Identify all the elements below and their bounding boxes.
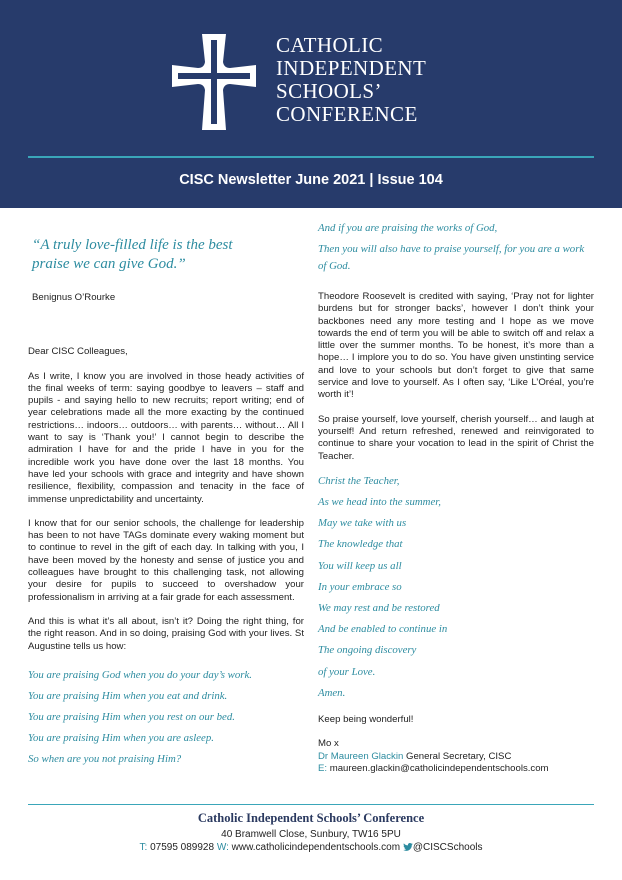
- pull-quote: [32, 236, 304, 274]
- signatory-title: General Secretary, CISC: [403, 750, 512, 762]
- org-name: [276, 34, 426, 126]
- verse-line: You are praising Him when you are asleep.: [28, 731, 214, 744]
- phone-label: T:: [139, 842, 151, 853]
- body-paragraph: As I write, I know you are involved in those heady activities of the final weeks of term: saying goodbye to leavers – staff and pupils - and saying hello to new recruits; report writing; end of year celebrations made all the more exacting by the continued restrictions… indoors… outdoors… with parents… without… All I want to say is ‘Thank you!’ I cannot begin to describe the admiration I have for and the pride I have in you for the incredible work you have done over the last 18 months. You have led your schools with grace and integrity and have shown resilience, flexibility, compassion and tenacity in the face of immense unpredictability and uncertainty.: [28, 370, 304, 505]
- org-name-line: INDEPENDENT: [276, 56, 427, 80]
- verse-line: You are praising Him when you eat and drink.: [28, 689, 228, 702]
- poem-line: Amen.: [318, 686, 346, 699]
- verse-line: You are praising Him when you rest on our bed.: [28, 710, 235, 723]
- org-name-line: SCHOOLS’: [276, 79, 382, 103]
- pull-quote-line: “A truly love-filled life is the best: [32, 237, 233, 253]
- footer-org-name: Catholic Independent Schools’ Conference: [197, 811, 425, 825]
- verse-line: You are praising God when you do your day’s work.: [28, 668, 252, 681]
- closing-line: Keep being wonderful!: [318, 714, 414, 726]
- prayer-poem: [318, 471, 594, 704]
- signature-block: [318, 738, 594, 775]
- org-name-line: CATHOLIC: [276, 33, 384, 57]
- poem-line: In your embrace so: [318, 580, 402, 593]
- augustine-verse: [28, 665, 304, 770]
- poem-line: As we head into the summer,: [318, 496, 441, 509]
- poem-line: And be enabled to continue in: [318, 623, 448, 636]
- signatory-line: [318, 751, 594, 763]
- poem-line: May we take with us: [318, 517, 407, 530]
- email-link[interactable]: maureen.glackin@catholicindependentschools.com: [329, 762, 549, 774]
- pull-quote-line: praise we can give God.”: [32, 256, 186, 272]
- poem-line: The ongoing discovery: [318, 644, 417, 657]
- poem-line: We may rest and be restored: [318, 602, 440, 615]
- org-name-line: CONFERENCE: [276, 102, 418, 126]
- verse-line: So when are you not praising Him?: [28, 752, 182, 765]
- greeting: Dear CISC Colleagues,: [28, 346, 128, 358]
- web-label: W:: [214, 842, 232, 853]
- body-paragraph: So praise yourself, love yourself, cherish yourself… and laugh at yourself! And return refreshed, renewed and reinvigorated to continue to share your vocation to lead in the spirit of Christ the Teacher.: [318, 413, 594, 462]
- poem-line: The knowledge that: [318, 538, 403, 551]
- verse-line: Then you will also have to praise yourself, for you are a work of God.: [318, 243, 585, 272]
- augustine-verse-continued: [318, 220, 594, 275]
- quote-attribution: Benignus O’Rourke: [32, 292, 116, 303]
- phone-number[interactable]: 07595 089928: [150, 842, 215, 853]
- poem-line: Christ the Teacher,: [318, 474, 400, 487]
- verse-line: And if you are praising the works of God,: [318, 222, 498, 234]
- header-divider: [28, 156, 594, 158]
- footer-contact: [0, 841, 622, 855]
- header-banner: [0, 0, 622, 208]
- body-paragraph: And this is what it’s all about, isn’t it? Doing the right thing, for the right reason. And in so doing, praising God with your lives. St Augustine tells us how:: [28, 615, 304, 652]
- poem-line: of your Love.: [318, 665, 376, 678]
- email-label: E:: [318, 762, 330, 774]
- sign-off: Mo x: [318, 738, 339, 750]
- twitter-bird-icon: [403, 843, 413, 851]
- twitter-handle[interactable]: @CISCSchools: [412, 842, 483, 853]
- right-column: [318, 220, 594, 775]
- email-line: [318, 763, 594, 775]
- left-column: [28, 236, 304, 770]
- body-paragraph: Theodore Roosevelt is credited with saying, ‘Pray not for lighter burdens but for stronger backs’, however I don’t think your backbones need any more testing and I hope as we move towards the end of term you will be able to switch off and relax a little over the summer months. To be honest, it’s more than a hope… I implore you to do so. You have given unstinting service and love to your schools but don’t forget to give that same service and love to yourself. As I often say, ‘Like L’Oréal, you’re worth it’!: [318, 291, 594, 401]
- footer-divider: [28, 804, 594, 805]
- footer-address: 40 Bramwell Close, Sunbury, TW16 5PU: [221, 829, 401, 840]
- signatory-name: Dr Maureen Glackin: [318, 750, 404, 762]
- website-link[interactable]: www.catholicindependentschools.com: [231, 842, 401, 853]
- poem-line: You will keep us all: [318, 559, 402, 572]
- newsletter-issue-title: CISC Newsletter June 2021 | Issue 104: [179, 172, 443, 188]
- cross-logo-icon: [172, 34, 256, 130]
- body-paragraph: I know that for our senior schools, the challenge for leadership has been to not have TAGs dominate every waking moment but to continue to revel in the gift of each day. In talking with you, I have been moved by the honesty and sense of justice you and colleagues have brought to this challenging task, not allowing your desire for pupils to succeed to overshadow your professionalism in arriving at a fair grade for each assessment.: [28, 517, 304, 603]
- footer: [0, 810, 622, 855]
